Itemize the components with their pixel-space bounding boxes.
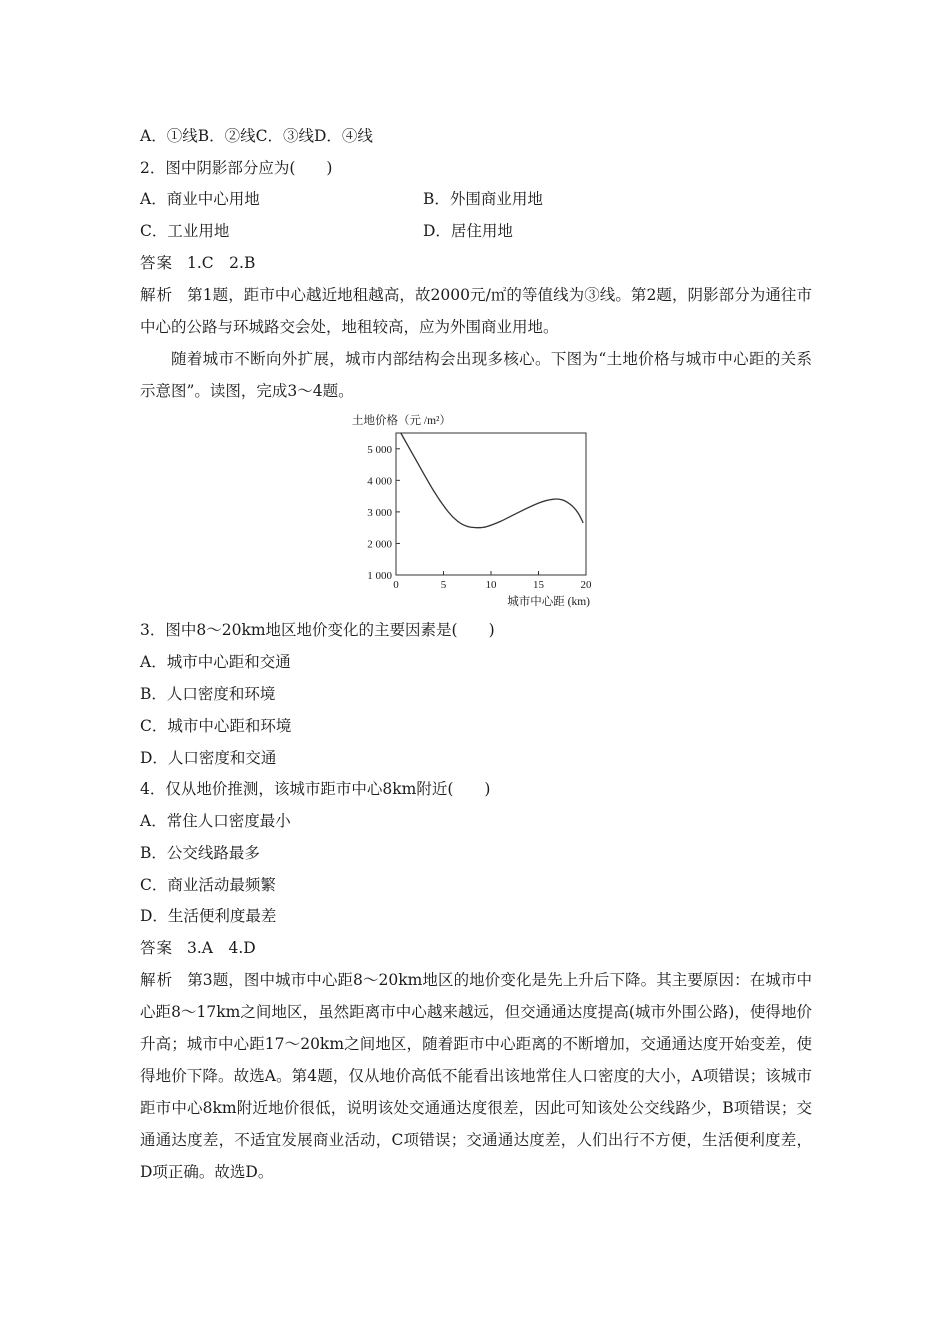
analysis-text: 第3题，图中城市中心距8～20km地区的地价变化是先上升后下降。其主要原因：在城市中心距8～17km之间地区，虽然距离市中心越来越远，但交通通达度提高(城市外围公路)，使得地价升高；城市中心距17～20km之间地区，随着距市中心距离的不断增加，交通通达度开始变差，使得地价下降。故选A。第4题，仅从地价高低不能看出该地常住人口密度的大小，A项错误；该城市距市中心8km附近地价很低，说明该处交通通达度很差，因此可知该处公交线路少，B项错误；交通通达度差，不适宜发展商业活动，C项错误；交通通达度差，人们出行不方便，生活便利度差，D项正确。故选D。 bbox=[140, 971, 812, 1181]
y-tick-label: 1 000 bbox=[367, 570, 392, 582]
analysis-label: 解析 bbox=[140, 971, 174, 989]
answer-text: 1.C 2.B bbox=[187, 254, 256, 272]
answer-text: 3.A 4.D bbox=[187, 939, 256, 957]
x-tick-label: 10 bbox=[485, 579, 497, 591]
x-tick-label: 0 bbox=[393, 579, 399, 591]
y-tick-label: 5 000 bbox=[367, 443, 392, 456]
x-axis-title: 城市中心距 (km) bbox=[507, 596, 590, 608]
y-tick-label: 3 000 bbox=[367, 506, 392, 519]
q1-options: A．①线B．②线C．③线D．④线 bbox=[140, 127, 373, 145]
q2-stem: 2．图中阴影部分应为( ) bbox=[140, 159, 333, 177]
y-axis-title: 土地价格（元 /m²） bbox=[352, 415, 451, 427]
analysis-2 bbox=[140, 964, 812, 1188]
analysis-text: 第1题，距市中心越近地租越高，故2000元/㎡的等值线为③线。第2题，阴影部分为通往市中心的公路与环城路交会处，地租较高，应为外围商业用地。 bbox=[140, 286, 812, 336]
q3-option-b: B．人口密度和环境 bbox=[140, 685, 276, 703]
intro-paragraph: 随着城市不断向外扩展，城市内部结构会出现多核心。下图为“土地价格与城市中心距的关系示意图”。读图，完成3～4题。 bbox=[140, 350, 812, 400]
y-tick-label: 2 000 bbox=[367, 538, 392, 551]
x-tick-label: 5 bbox=[440, 579, 447, 591]
answer-label: 答案 bbox=[140, 939, 174, 957]
q4-option-d: D．生活便利度最差 bbox=[140, 907, 277, 925]
q3-option-d: D．人口密度和交通 bbox=[140, 749, 277, 767]
analysis-1 bbox=[140, 279, 812, 343]
answer-label: 答案 bbox=[140, 254, 174, 272]
q2-option-c: C．工业用地 bbox=[140, 222, 230, 240]
y-tick-label: 4 000 bbox=[367, 475, 392, 488]
q4-option-a: A．常住人口密度最小 bbox=[140, 812, 291, 830]
price-curve bbox=[401, 433, 583, 528]
q2-option-b: B．外围商业用地 bbox=[423, 190, 543, 208]
q4-stem: 4．仅从地价推测，该城市距市中心8km附近( ) bbox=[140, 780, 491, 798]
q4-option-b: B．公交线路最多 bbox=[140, 844, 260, 862]
land-price-chart bbox=[350, 410, 610, 610]
plot-frame bbox=[396, 433, 586, 575]
q3-stem: 3．图中8～20km地区地价变化的主要因素是( ) bbox=[140, 621, 495, 639]
q3-option-a: A．城市中心距和交通 bbox=[140, 653, 291, 671]
q2-option-a: A．商业中心用地 bbox=[140, 190, 260, 208]
analysis-label: 解析 bbox=[140, 286, 174, 304]
x-tick-label: 20 bbox=[580, 579, 592, 591]
answer-2 bbox=[140, 938, 256, 958]
x-tick-label: 15 bbox=[533, 579, 544, 591]
q2-option-d: D．居住用地 bbox=[423, 222, 513, 240]
q3-option-c: C．城市中心距和环境 bbox=[140, 717, 292, 735]
q4-option-c: C．商业活动最频繁 bbox=[140, 876, 276, 894]
answer-1 bbox=[140, 253, 255, 273]
